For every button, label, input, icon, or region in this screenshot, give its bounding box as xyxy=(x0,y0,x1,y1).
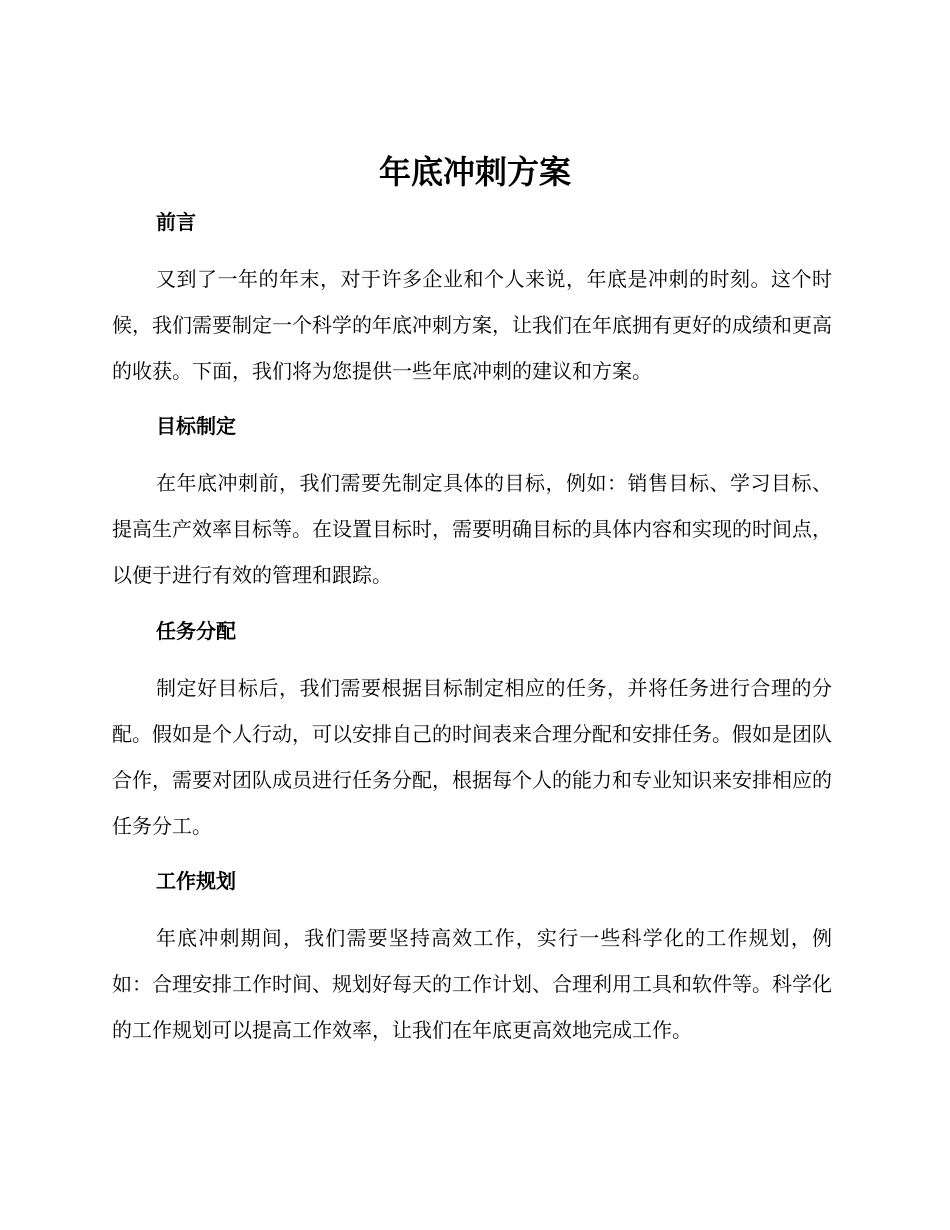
section-body-task-allocation: 制定好目标后，我们需要根据目标制定相应的任务，并将任务进行合理的分配。假如是个人行动，可以安排自己的时间表来合理分配和安排任务。假如是团队合作，需要对团队成员进行任务分配，根据每个人的能力和专业知识来安排相应的任务分工。 xyxy=(112,676,832,838)
section-body-goal-setting: 在年底冲刺前，我们需要先制定具体的目标，例如：销售目标、学习目标、提高生产效率目标等。在设置目标时，需要明确目标的具体内容和实现的时间点，以便于进行有效的管理和跟踪。 xyxy=(112,471,832,587)
section-heading-preface: 前言 xyxy=(156,210,196,234)
document-title: 年底冲刺方案 xyxy=(378,153,571,191)
section-heading-goal-setting: 目标制定 xyxy=(156,414,236,438)
section-heading-task-allocation: 任务分配 xyxy=(156,619,236,643)
section-body-work-planning: 年底冲刺期间，我们需要坚持高效工作，实行一些科学化的工作规划，例如：合理安排工作时间、规划好每天的工作计划、合理利用工具和软件等。科学化的工作规划可以提高工作效率，让我们在年底更高效地完成工作。 xyxy=(112,926,832,1042)
section-body-preface: 又到了一年的年末，对于许多企业和个人来说，年底是冲刺的时刻。这个时候，我们需要制定一个科学的年底冲刺方案，让我们在年底拥有更好的成绩和更高的收获。下面，我们将为您提供一些年底冲刺的建议和方案。 xyxy=(112,267,832,383)
section-heading-work-planning: 工作规划 xyxy=(156,869,236,893)
